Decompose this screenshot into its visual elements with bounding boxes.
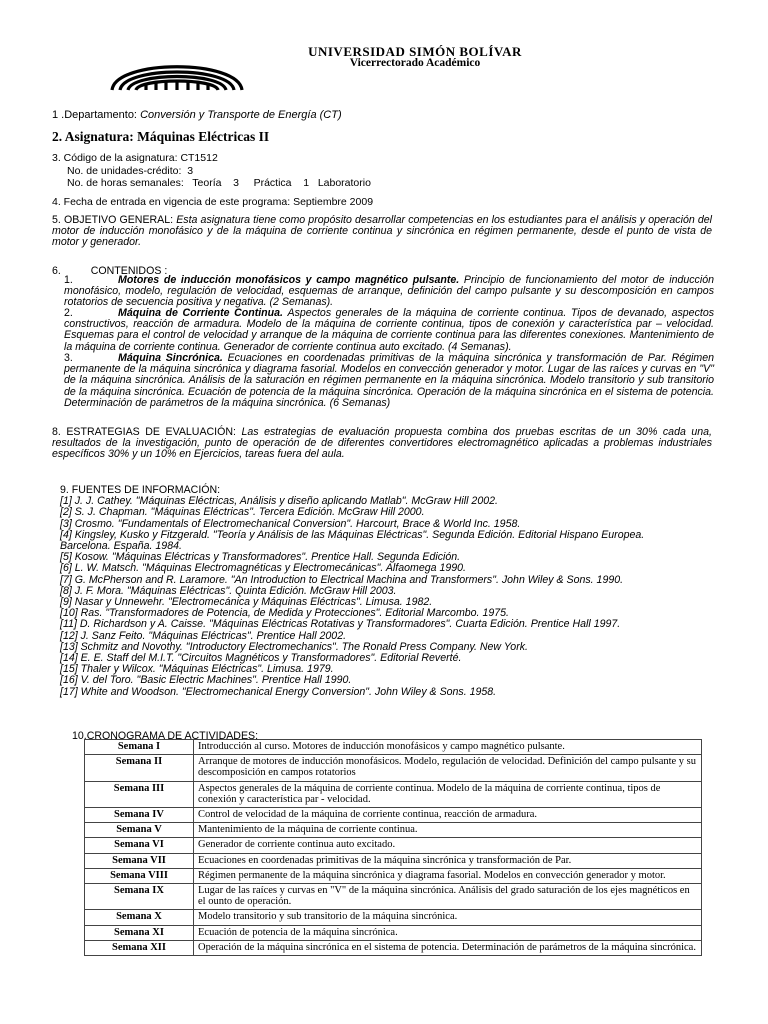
reference-item: [7] G. McPherson and R. Laramore. "An Introduction to Electrical Machina and Transformers". John Wiley & Sons. 1990. [60, 573, 624, 586]
week-cell: Semana V [85, 823, 194, 838]
reference-item: [4] Kingsley, Kusko y Fitzgerald. "Teoría y Análisis de las Máquinas Eléctricas". Segunda Edición. Editorial Hispano Europea. Barcelona. España. 1984. [60, 528, 645, 553]
table-row [85, 808, 702, 823]
contents-item-1-title: Motores de inducción monofásicos y campo magnético pulsante. [118, 274, 460, 286]
week-cell: Semana IV [85, 808, 194, 823]
activity-cell: Mantenimiento de la máquina de corriente continua. [194, 823, 702, 838]
week-cell: Semana IX [85, 884, 194, 910]
contents-item-2-text: Aspectos generales de la máquina de corriente continua. Tipos de devanado, aspectos constructivos, reacción de armadura. Modelo de la máquina de corriente continua, tipos de conexión y característica par – velocidad. Esquemas para el control de velocidad y arranque de la máquina de corriente continua para las diferentes conexiones. Mantenimiento de la máquina de corriente continua. Generador de corriente continua auto excitado. (4 Semanas). [64, 307, 715, 353]
lab-label: Laboratorio [317, 177, 371, 189]
reference-item: [2] S. J. Chapman. "Máquinas Eléctricas". Tercera Edición. McGraw Hill 2000. [60, 506, 425, 519]
activity-cell: Modelo transitorio y sub transitorio de la máquina sincrónica. [194, 910, 702, 925]
course-code-line [52, 152, 218, 164]
activity-cell: Arranque de motores de inducción monofásicos. Modelo, regulación de velocidad. Definición del campo pulsante y su descomposición en campos rotatorios [194, 755, 702, 781]
reference-item: [5] Kosow. "Máquinas Eléctricas y Transformadores". Prentice Hall. Segunda Edición. [60, 551, 461, 564]
table-row [85, 755, 702, 781]
week-cell: Semana VIII [85, 868, 194, 883]
references-label: 9. FUENTES DE INFORMACIÓN: [60, 484, 221, 496]
table-row [85, 884, 702, 910]
credits-value: 3 [187, 165, 194, 177]
course-code-value: CT1512 [180, 152, 218, 164]
reference-item: [10] Ras. "Transformadores de Potencia, de Medida y Protecciones". Editorial Marcombo. 1975. [60, 607, 509, 620]
effective-date-line: 4. Fecha de entrada en vigencia de este programa: Septiembre 2009 [52, 196, 374, 208]
week-cell: Semana I [85, 740, 194, 755]
table-row [85, 925, 702, 940]
contents-label: CONTENIDOS : [90, 265, 168, 277]
practica-value: 1 [303, 177, 310, 189]
contents-item-2 [64, 308, 714, 353]
activity-cell: Aspectos generales de la máquina de corriente continua. Modelo de la máquina de corriente continua, tipos de conexión y característica par - velocidad. [194, 781, 702, 807]
credits-line [67, 165, 193, 177]
table-row [85, 853, 702, 868]
week-cell: Semana II [85, 755, 194, 781]
week-cell: Semana X [85, 910, 194, 925]
activity-cell: Control de velocidad de la máquina de corriente continua, reacción de armadura. [194, 808, 702, 823]
schedule-table [84, 739, 702, 956]
table-row [85, 838, 702, 853]
reference-item: [8] J. F. Mora. "Máquinas Eléctricas". Quinta Edición. McGraw Hill 2003. [60, 584, 397, 597]
evaluation-text: Las estrategias de evaluación propuesta combina dos pruebas escritas de un 30% cada una, resultados de la investigación, punto de operación de de diferentes convertidores electromagnético aplicadas a problemas industriales específicos 30% y un 10% en Ejercicios, tareas fuera del aula. [52, 426, 712, 461]
contents-item-3 [64, 353, 714, 409]
activity-cell: Régimen permanente de la máquina sincrónica y diagrama fasorial. Modelos en convección generador y motor. [194, 868, 702, 883]
table-row [85, 781, 702, 807]
reference-item: [9] Nasar y Unnewehr. "Electromecánica y Máquinas Eléctricas". Limusa. 1982. [60, 596, 433, 609]
reference-item: [13] Schmitz and Novothy. "Introductory Electromechanics". The Ronald Press Company. New York. [60, 640, 528, 653]
activity-cell: Ecuaciones en coordenadas primitivas de la máquina sincrónica y transformación de Par. [194, 853, 702, 868]
contents-item-2-title: Máquina de Corriente Continua. [118, 307, 283, 319]
university-logo-icon [106, 53, 248, 91]
table-row [85, 823, 702, 838]
table-row [85, 740, 702, 755]
contents-item-1-number: 1. [64, 274, 73, 286]
department-value: Conversión y Transporte de Energía (CT) [140, 109, 342, 121]
reference-item: [12] J. Sanz Feito. "Máquinas Eléctricas". Prentice Hall 2002. [60, 629, 347, 642]
reference-item: [1] J. J. Cathey. "Máquinas Eléctricas, Análisis y diseño aplicando Matlab". McGraw Hill 2002. [60, 495, 498, 508]
contents-item-3-title: Máquina Sincrónica. [118, 352, 223, 364]
contents-number: 6. [52, 265, 61, 277]
contents-item-2-number: 2. [64, 307, 73, 319]
week-cell: Semana XII [85, 940, 194, 955]
reference-item: [3] Crosmo. "Fundamentals of Electromechanical Conversion". Harcourt, Brace & World Inc. 1958. [60, 517, 521, 530]
course-title: 2. Asignatura: Máquinas Eléctricas II [52, 129, 270, 144]
contents-item-3-text: Ecuaciones en coordenadas primitivas de la máquina sincrónica y transformación de Par. Régimen permanente de la máquina sincrónica y diagrama fasorial. Modelos en convección generador y motor. Lugar de las raíces y curvas en "V" de la máquina sincrónica. Análisis de la saturación en régimen permanente en la máquina sincrónica. Modelo transitorio y sub transitorio de la máquina sincrónica. Ecuación de potencia de la máquina sincrónica. Operación de la máquina sincrónica en el sistema de potencia. Determinación de parámetros de la máquina sincrónica. (6 Semanas) [64, 352, 715, 409]
contents-item-1 [64, 275, 714, 309]
table-row [85, 910, 702, 925]
teoria-label: Teoría [192, 177, 222, 189]
reference-item: [14] E. E. Staff del M.I.T. "Circuitos Magnéticos y Transformadores". Editorial Reverté. [60, 652, 462, 665]
week-cell: Semana VII [85, 853, 194, 868]
course-code-label: 3. Código de la asignatura: [52, 152, 178, 164]
reference-item: [15] Thaler y Wilcox. "Máquinas Eléctricas". Limusa. 1979. [60, 663, 334, 676]
office-name: Vicerrectorado Académico [349, 57, 481, 69]
department-line [52, 109, 342, 121]
contents-item-1-text: Principio de funcionamiento del motor de inducción monofásico, modelo, regulación de velocidad, esquemas de arranque, definición del campo pulsante y su descomposición en campos rotatorios de secuencia positiva y negativa. (2 Semanas). [64, 274, 714, 309]
week-cell: Semana VI [85, 838, 194, 853]
week-cell: Semana XI [85, 925, 194, 940]
practica-label: Práctica [253, 177, 292, 189]
credits-label: No. de unidades-crédito: [67, 165, 182, 177]
reference-item: [16] V. del Toro. "Basic Electric Machines". Prentice Hall 1990. [60, 674, 352, 687]
hours-line [67, 177, 371, 189]
activity-cell: Generador de corriente continua auto excitado. [194, 838, 702, 853]
activity-cell: Operación de la máquina sincrónica en el sistema de potencia. Determinación de parámetros de la máquina sincrónica. [194, 940, 702, 955]
general-objective-label: 5. OBJETIVO GENERAL: [52, 214, 174, 226]
contents-item-3-number: 3. [64, 352, 73, 364]
general-objective-text: Esta asignatura tiene como propósito desarrollar competencias en los estudiantes para el análisis y operación del motor de inducción monofásico y de la máquina de corriente continua y sincrónica en régimen permanente, desde el punto de vista de motor y generador. [52, 214, 713, 249]
activity-cell: Ecuación de potencia de la máquina sincrónica. [194, 925, 702, 940]
reference-item: [6] L. W. Matsch. "Máquinas Electromagnéticas y Electromecánicas". Alfaomega 1990. [60, 562, 466, 575]
week-cell: Semana III [85, 781, 194, 807]
reference-item: [11] D. Richardson y A. Caisse. "Máquinas Eléctricas Rotativas y Transformadores". Cuarta Edición. Prentice Hall 1997. [60, 618, 621, 631]
activity-cell: Introducción al curso. Motores de inducción monofásicos y campo magnético pulsante. [194, 740, 702, 755]
teoria-value: 3 [233, 177, 239, 189]
activity-cell: Lugar de las raíces y curvas en "V" de la máquina sincrónica. Análisis del grado saturación de los ejes magnéticos en el ounto de operación. [194, 884, 702, 910]
references-section [60, 485, 670, 698]
reference-item: [17] White and Woodson. "Electromechanical Energy Conversion". John Wiley & Sons. 1958. [60, 685, 497, 698]
table-row [85, 868, 702, 883]
general-objective [52, 215, 712, 249]
schedule-heading: 10.CRONOGRAMA DE ACTIVIDADES: [72, 730, 259, 742]
evaluation-label: 8. ESTRATEGIAS DE EVALUACIÓN: [52, 426, 236, 438]
evaluation-strategies [52, 427, 712, 461]
department-label: 1 .Departamento: [52, 109, 141, 121]
hours-label: No. de horas semanales: [67, 177, 184, 189]
table-row [85, 940, 702, 955]
university-name: UNIVERSIDAD SIMÓN BOLÍVAR [308, 44, 522, 59]
